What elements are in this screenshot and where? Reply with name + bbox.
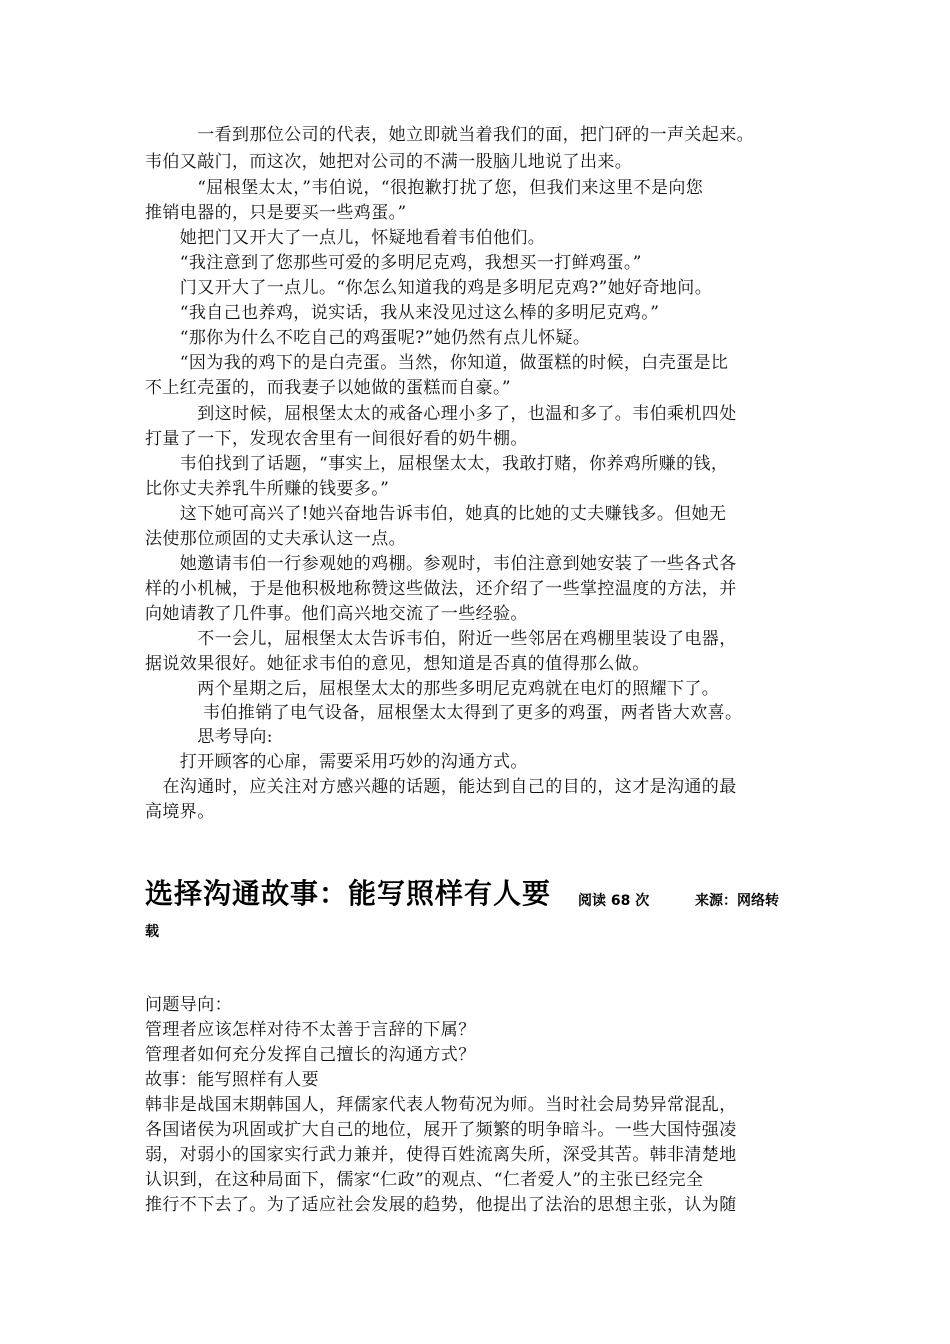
paragraph-line: 在沟通时，应关注对方感兴趣的话题，能达到自己的目的，这才是沟通的最	[145, 777, 737, 797]
paragraph-line: 比你丈夫养乳牛所赚的钱要多。”	[145, 479, 390, 499]
paragraph-line: 韦伯又敲门，而这次，她把对公司的不满一股脑儿地说了出来。	[145, 152, 633, 172]
paragraph-line: 韦伯推销了电气设备，屈根堡太太得到了更多的鸡蛋，两者皆大欢喜。	[145, 703, 743, 723]
paragraph-line: 管理者应该怎样对待不太善于言辞的下属？	[145, 1020, 476, 1040]
paragraph-line: 到这时候，屈根堡太太的戒备心理小多了，也温和多了。韦伯乘机四处	[145, 404, 737, 424]
paragraph-line: 法使那位顽固的丈夫承认这一点。	[145, 529, 406, 549]
paragraph-line: 管理者如何充分发挥自己擅长的沟通方式？	[145, 1045, 476, 1065]
paragraph-line: 她把门又开大了一点儿，怀疑地看着韦伯他们。	[145, 228, 546, 248]
article-title: 选择沟通故事：能写照样有人要	[145, 877, 552, 910]
paragraph-line: 门又开大了一点儿。“你怎么知道我的鸡是多明尼克鸡?”她好奇地问。	[145, 278, 713, 298]
source-label: 来源：网络转	[695, 893, 779, 909]
paragraph-line: “那你为什么不吃自己的鸡蛋呢?”她仍然有点儿怀疑。	[145, 328, 591, 348]
paragraph-line: 她邀请韦伯一行参观她的鸡棚。参观时，韦伯注意到她安装了一些各式各	[145, 554, 737, 574]
paragraph-line: 向她请教了几件事。他们高兴地交流了一些经验。	[145, 604, 528, 624]
paragraph-line: 推行不下去了。为了适应社会发展的趋势，他提出了法治的思想主张，认为随	[145, 1195, 737, 1215]
paragraph-line: 韩非是战国末期韩国人，拜儒家代表人物荀况为师。当时社会局势异常混乱，	[145, 1095, 737, 1115]
read-count: 阅读 68 次	[578, 893, 650, 909]
paragraph-line: “因为我的鸡下的是白壳蛋。当然，你知道，做蛋糕的时候，白壳蛋是比	[145, 353, 729, 373]
source-label-continued: 载	[145, 924, 159, 940]
paragraph-line: 弱，对弱小的国家实行武力兼并，使得百姓流离失所，深受其苦。韩非清楚地	[145, 1145, 737, 1165]
paragraph-line: 各国诸侯为巩固或扩大自己的地位，展开了频繁的明争暗斗。一些大国恃强凌	[145, 1120, 737, 1140]
paragraph-line: 打开顾客的心扉，需要采用巧妙的沟通方式。	[145, 752, 528, 772]
paragraph-line: 思考导向:	[145, 727, 273, 747]
paragraph-line: “屈根堡太太，”韦伯说，“很抱歉打扰了您，但我们来这里不是向您	[145, 178, 704, 198]
paragraph-line: 认识到，在这种局面下，儒家“仁政”的观点、“仁者爱人”的主张已经完全	[145, 1170, 704, 1190]
paragraph-line: 韦伯找到了话题，“事实上，屈根堡太太，我敢打赌，你养鸡所赚的钱，	[145, 454, 729, 474]
paragraph-line: “我自己也养鸡，说实话，我从来没见过这么棒的多明尼克鸡。”	[145, 303, 660, 323]
paragraph-line: 两个星期之后，屈根堡太太的那些多明尼克鸡就在电灯的照耀下了。	[145, 679, 720, 699]
paragraph-line: 故事：能写照样有人要	[145, 1070, 319, 1090]
paragraph-line: 据说效果很好。她征求韦伯的意见，想知道是否真的值得那么做。	[145, 654, 650, 674]
paragraph-line: “我注意到了您那些可爱的多明尼克鸡，我想买一打鲜鸡蛋。”	[145, 253, 642, 273]
paragraph-line: 高境界。	[145, 802, 215, 822]
paragraph-line: 一看到那位公司的代表，她立即就当着我们的面，把门砰的一声关起来。	[145, 125, 754, 145]
paragraph-line: 问题导向：	[145, 995, 232, 1015]
paragraph-line: 这下她可高兴了!她兴奋地告诉韦伯，她真的比她的丈夫赚钱多。但她无	[145, 504, 727, 524]
paragraph-line: 打量了一下，发现农舍里有一间很好看的奶牛棚。	[145, 429, 528, 449]
paragraph-line: 样的小机械，于是他积极地称赞这些做法，还介绍了一些掌控温度的方法，并	[145, 579, 737, 599]
paragraph-line: 推销电器的，只是要买一些鸡蛋。”	[145, 203, 407, 223]
paragraph-line: 不上红壳蛋的，而我妻子以她做的蛋糕而自豪。”	[145, 378, 511, 398]
paragraph-line: 不一会儿，屈根堡太太告诉韦伯，附近一些邻居在鸡棚里装设了电器，	[145, 629, 737, 649]
